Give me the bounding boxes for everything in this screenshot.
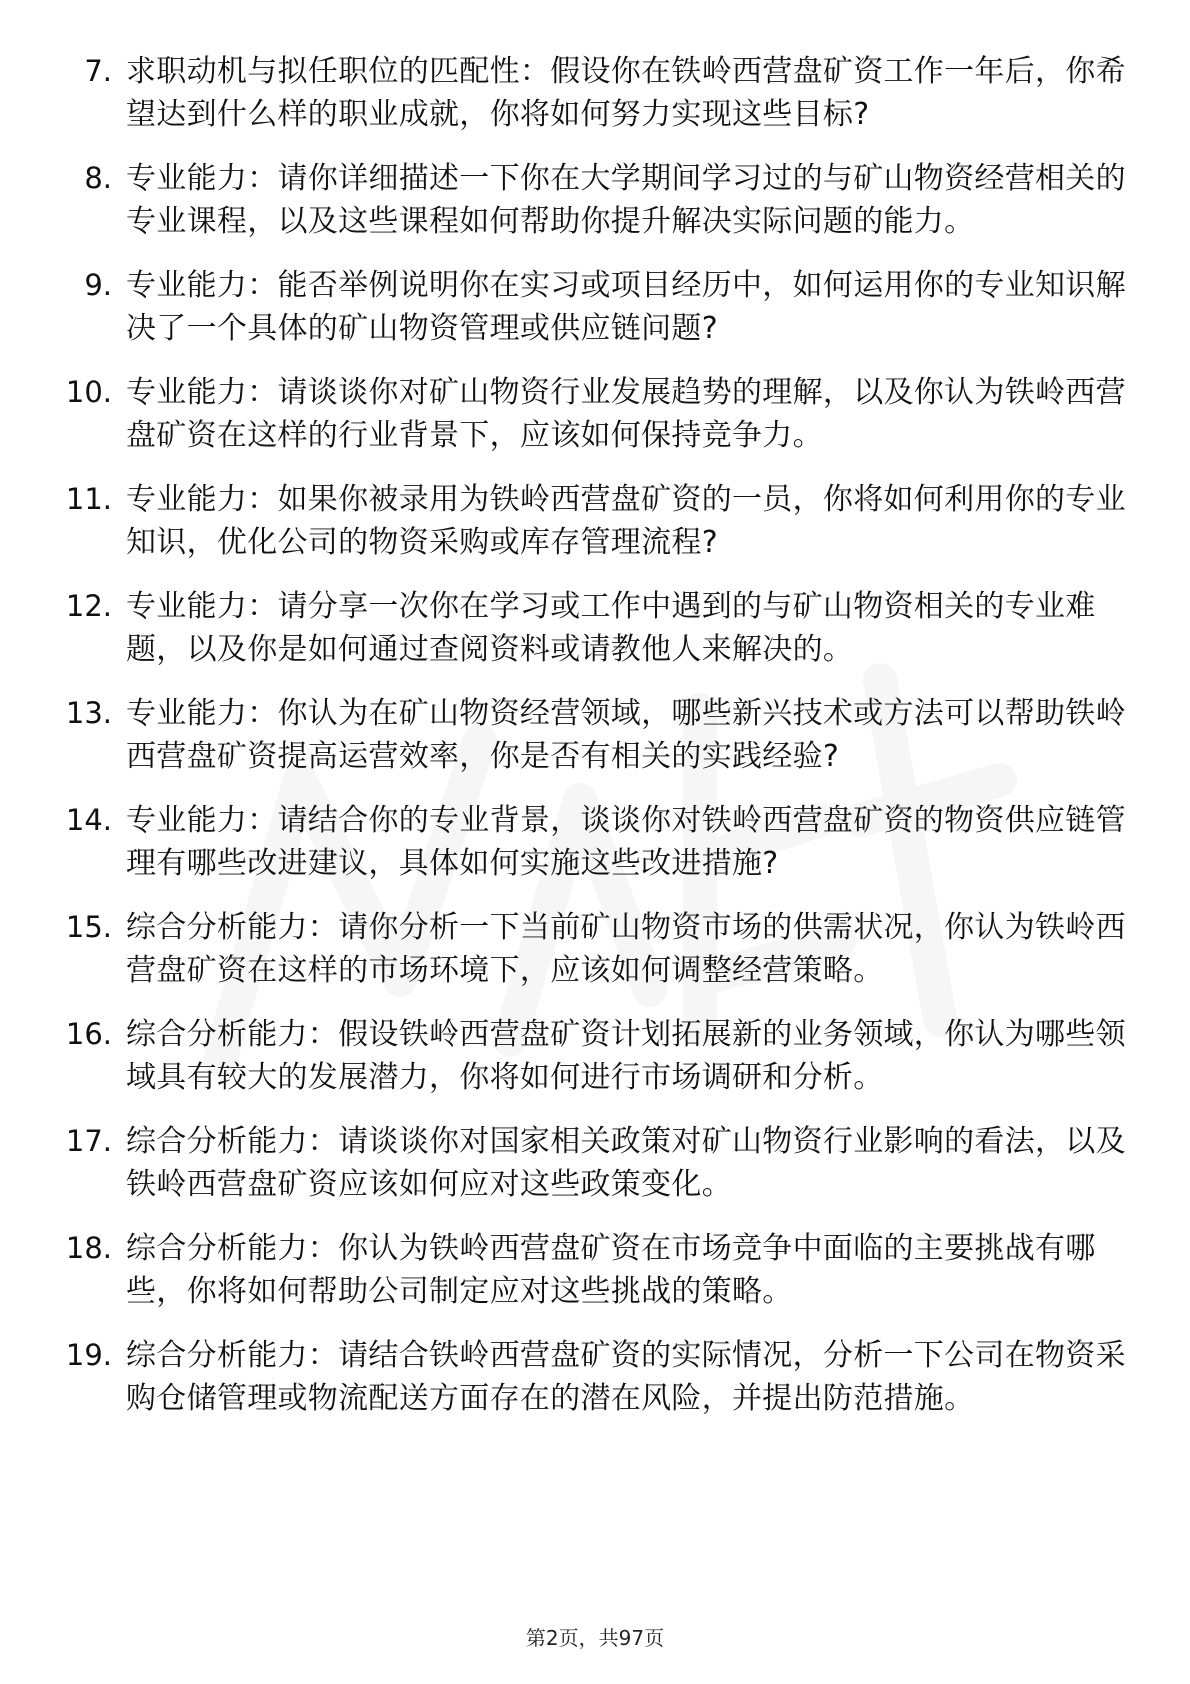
question-number: 16.	[65, 1017, 112, 1051]
question-number: 8.	[84, 161, 112, 195]
question-text: 专业能力：你认为在矿山物资经营领域，哪些新兴技术或方法可以帮助铁岭西营盘矿资提高运营效率，你是否有相关的实践经验?	[126, 696, 1126, 774]
question-item	[60, 1013, 1130, 1099]
question-number: 9.	[84, 268, 112, 302]
question-text: 专业能力：能否举例说明你在实习或项目经历中，如何运用你的专业知识解决了一个具体的矿山物资管理或供应链问题?	[126, 268, 1126, 346]
question-number: 13.	[65, 696, 112, 730]
question-text: 综合分析能力：你认为铁岭西营盘矿资在市场竞争中面临的主要挑战有哪些，你将如何帮助公司制定应对这些挑战的策略。	[126, 1231, 1096, 1309]
question-number: 17.	[65, 1124, 112, 1158]
question-item	[60, 264, 1130, 350]
question-text: 专业能力：请谈谈你对矿山物资行业发展趋势的理解，以及你认为铁岭西营盘矿资在这样的行业背景下，应该如何保持竞争力。	[126, 375, 1126, 453]
question-item	[60, 906, 1130, 992]
question-item	[60, 692, 1130, 778]
question-number: 19.	[65, 1338, 112, 1372]
page-footer: 第2页，共97页	[525, 1626, 665, 1650]
question-text: 专业能力：请结合你的专业背景，谈谈你对铁岭西营盘矿资的物资供应链管理有哪些改进建议，具体如何实施这些改进措施?	[126, 803, 1126, 881]
question-text: 综合分析能力：假设铁岭西营盘矿资计划拓展新的业务领域，你认为哪些领域具有较大的发展潜力，你将如何进行市场调研和分析。	[126, 1017, 1126, 1095]
question-text: 专业能力：请分享一次你在学习或工作中遇到的与矿山物资相关的专业难题，以及你是如何通过查阅资料或请教他人来解决的。	[126, 589, 1096, 667]
question-text: 专业能力：请你详细描述一下你在大学期间学习过的与矿山物资经营相关的专业课程，以及这些课程如何帮助你提升解决实际问题的能力。	[126, 161, 1126, 239]
question-text: 综合分析能力：请你分析一下当前矿山物资市场的供需状况，你认为铁岭西营盘矿资在这样的市场环境下，应该如何调整经营策略。	[126, 910, 1126, 988]
question-item	[60, 371, 1130, 457]
question-number: 11.	[65, 482, 112, 516]
question-item	[60, 50, 1130, 136]
question-number: 10.	[65, 375, 112, 409]
question-number: 7.	[84, 54, 112, 88]
question-list	[60, 50, 1130, 1441]
question-item	[60, 1227, 1130, 1313]
question-text: 求职动机与拟任职位的匹配性：假设你在铁岭西营盘矿资工作一年后，你希望达到什么样的职业成就，你将如何努力实现这些目标?	[126, 54, 1126, 132]
question-item	[60, 478, 1130, 564]
question-text: 专业能力：如果你被录用为铁岭西营盘矿资的一员，你将如何利用你的专业知识，优化公司的物资采购或库存管理流程?	[126, 482, 1126, 560]
question-item	[60, 157, 1130, 243]
question-item	[60, 1334, 1130, 1420]
question-number: 18.	[65, 1231, 112, 1265]
question-item	[60, 585, 1130, 671]
question-number: 14.	[65, 803, 112, 837]
question-number: 15.	[65, 910, 112, 944]
question-text: 综合分析能力：请谈谈你对国家相关政策对矿山物资行业影响的看法，以及铁岭西营盘矿资应该如何应对这些政策变化。	[126, 1124, 1126, 1202]
question-item	[60, 1120, 1130, 1206]
question-number: 12.	[65, 589, 112, 623]
question-item	[60, 799, 1130, 885]
question-text: 综合分析能力：请结合铁岭西营盘矿资的实际情况，分析一下公司在物资采购仓储管理或物流配送方面存在的潜在风险，并提出防范措施。	[126, 1338, 1126, 1416]
